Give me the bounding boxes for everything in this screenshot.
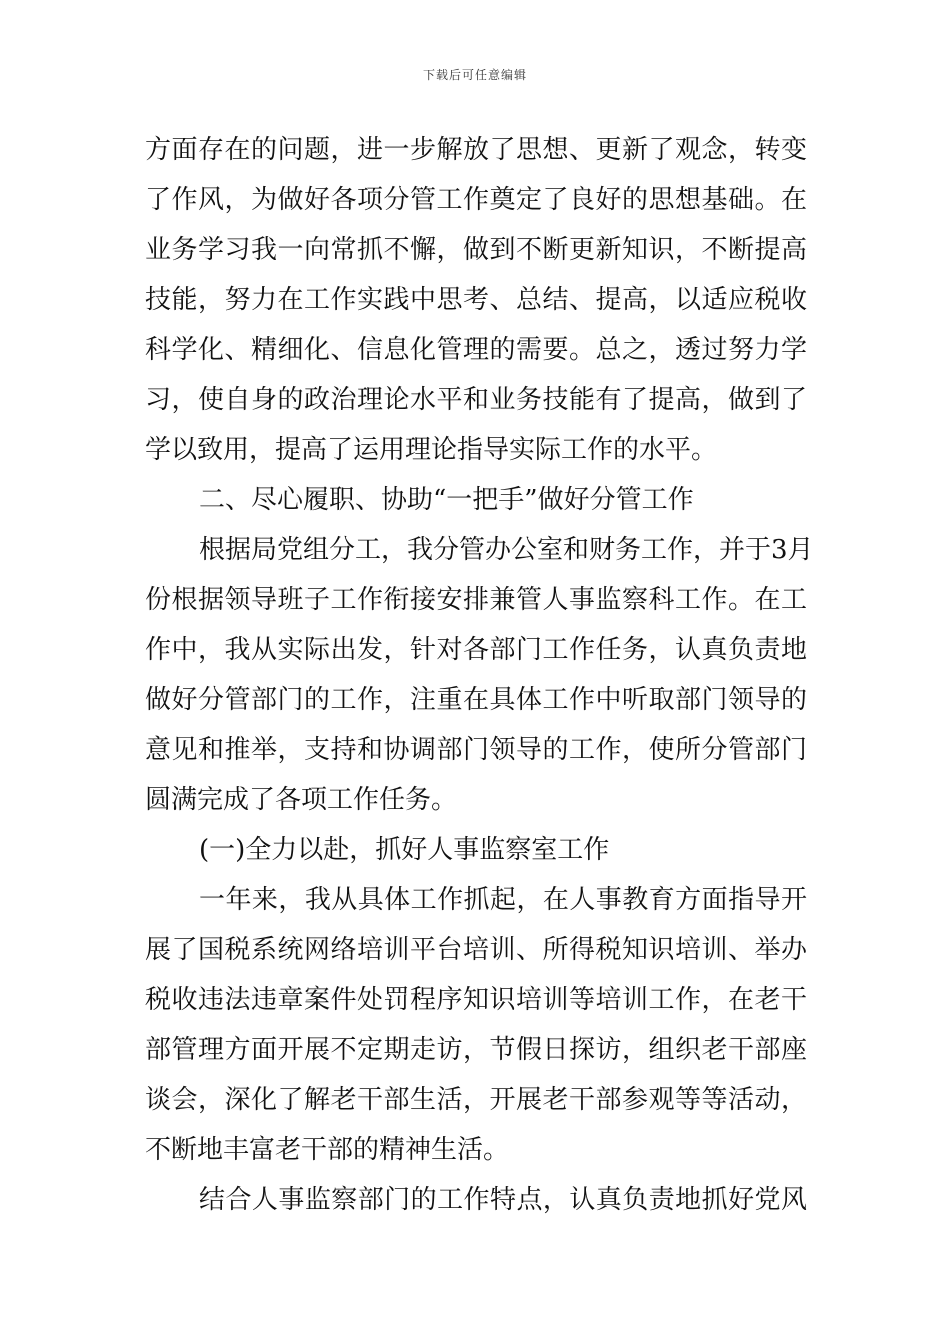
body-line: 方面存在的问题，进一步解放了思想、更新了观念，转变 bbox=[145, 135, 807, 165]
body-line: 意见和推举，支持和协调部门领导的工作，使所分管部门 bbox=[145, 735, 807, 765]
document-body bbox=[145, 125, 814, 1225]
body-line: 份根据领导班子工作衔接安排兼管人事监察科工作。在工 bbox=[145, 585, 807, 615]
section-heading: 二、尽心履职、协助“一把手”做好分管工作 bbox=[199, 485, 694, 515]
body-line: 展了国税系统网络培训平台培训、所得税知识培训、举办 bbox=[145, 935, 807, 965]
body-line: 科学化、精细化、信息化管理的需要。总之，透过努力学 bbox=[145, 335, 807, 365]
body-line: 谈会，深化了解老干部生活，开展老干部参观等等活动， bbox=[145, 1085, 807, 1115]
body-line: 圆满完成了各项工作任务。 bbox=[145, 785, 458, 815]
body-line: 作中，我从实际出发，针对各部门工作任务，认真负责地 bbox=[145, 635, 807, 665]
body-line: 结合人事监察部门的工作特点，认真负责地抓好党风 bbox=[199, 1185, 807, 1215]
body-line: 一年来，我从具体工作抓起，在人事教育方面指导开 bbox=[199, 885, 807, 915]
subsection-heading: (一)全力以赴，抓好人事监察室工作 bbox=[199, 835, 610, 865]
page-header-note: 下载后可任意编辑 bbox=[422, 68, 527, 82]
body-line: 业务学习我一向常抓不懈，做到不断更新知识，不断提高 bbox=[145, 235, 807, 265]
body-line: 了作风，为做好各项分管工作奠定了良好的思想基础。在 bbox=[145, 185, 807, 215]
body-line: 做好分管部门的工作，注重在具体工作中听取部门领导的 bbox=[145, 685, 807, 715]
body-line: 部管理方面开展不定期走访，节假日探访，组织老干部座 bbox=[145, 1035, 807, 1065]
body-line: 不断地丰富老干部的精神生活。 bbox=[145, 1135, 510, 1165]
body-line: 学以致用，提高了运用理论指导实际工作的水平。 bbox=[145, 435, 718, 465]
body-line: 税收违法违章案件处罚程序知识培训等培训工作，在老干 bbox=[145, 985, 807, 1015]
body-line: 根据局党组分工，我分管办公室和财务工作，并于3月 bbox=[199, 535, 814, 565]
body-line: 习，使自身的政治理论水平和业务技能有了提高，做到了 bbox=[145, 385, 807, 415]
body-line: 技能，努力在工作实践中思考、总结、提高，以适应税收 bbox=[145, 285, 807, 315]
